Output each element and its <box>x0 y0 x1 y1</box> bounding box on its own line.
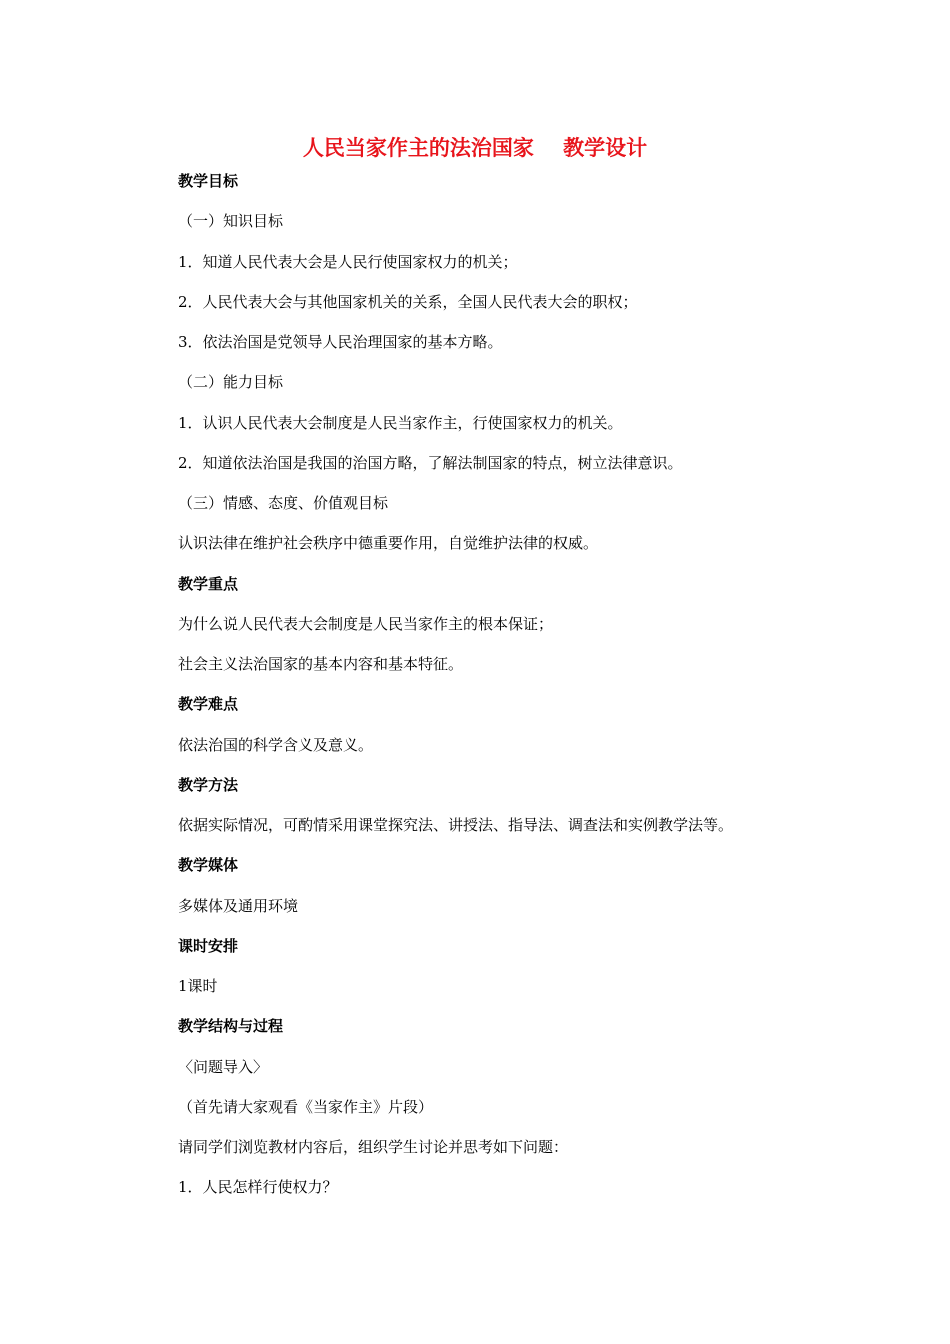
text-line: （三）情感、态度、价值观目标 <box>178 494 389 512</box>
text-line: （首先请大家观看《当家作主》片段） <box>178 1098 434 1116</box>
section-heading: 教学难点 <box>178 695 239 713</box>
section-heading: 教学方法 <box>178 776 239 794</box>
text-line: 社会主义法治国家的基本内容和基本特征。 <box>178 655 464 673</box>
text-line: 1．人民怎样行使权力？ <box>178 1178 338 1196</box>
text-line: 多媒体及通用环境 <box>178 897 299 915</box>
text-line: 2．知道依法治国是我国的治国方略，了解法制国家的特点，树立法律意识。 <box>178 454 683 472</box>
text-line: （一）知识目标 <box>178 212 284 230</box>
text-line: 认识法律在维护社会秩序中德重要作用，自觉维护法律的权威。 <box>178 534 599 552</box>
text-line: 请同学们浏览教材内容后，组织学生讨论并思考如下问题： <box>178 1138 569 1156</box>
text-line: 依法治国的科学含义及意义。 <box>178 736 374 754</box>
section-heading: 课时安排 <box>178 937 239 955</box>
text-line: 依据实际情况，可酌情采用课堂探究法、讲授法、指导法、调查法和实例教学法等。 <box>178 816 734 834</box>
text-line: 3．依法治国是党领导人民治理国家的基本方略。 <box>178 333 503 351</box>
text-line: 〈问题导入〉 <box>178 1058 269 1076</box>
section-heading: 教学重点 <box>178 575 239 593</box>
document-title: 人民当家作主的法治国家 教学设计 <box>302 136 648 160</box>
section-heading: 教学媒体 <box>178 856 239 874</box>
text-line: 1．认识人民代表大会制度是人民当家作主，行使国家权力的机关。 <box>178 414 623 432</box>
text-line: （二）能力目标 <box>178 373 284 391</box>
section-heading: 教学目标 <box>178 172 239 190</box>
text-line: 1课时 <box>178 977 218 995</box>
text-line: 为什么说人民代表大会制度是人民当家作主的根本保证； <box>178 615 554 633</box>
text-line: 2．人民代表大会与其他国家机关的关系，全国人民代表大会的职权； <box>178 293 638 311</box>
text-line: 1．知道人民代表大会是人民行使国家权力的机关； <box>178 253 518 271</box>
section-heading: 教学结构与过程 <box>178 1017 284 1035</box>
